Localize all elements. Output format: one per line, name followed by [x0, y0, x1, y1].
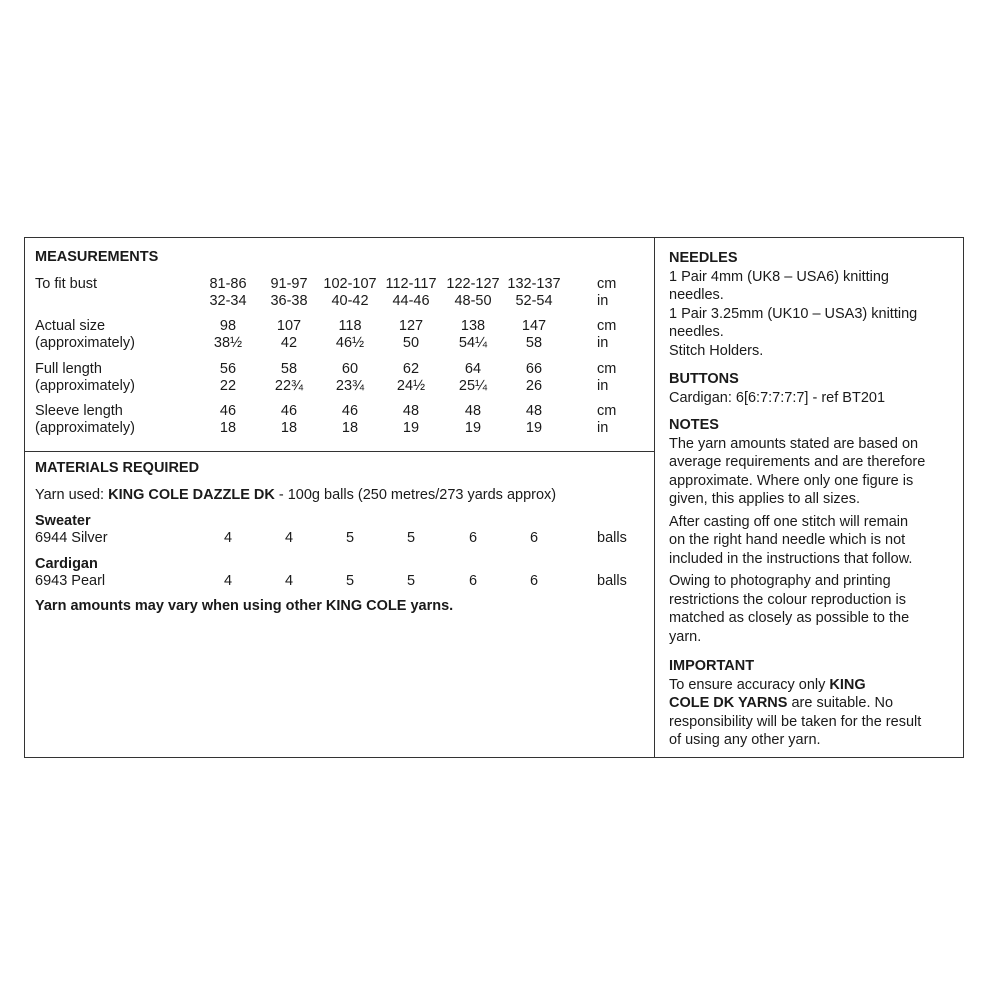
measurement-value-in: 48-50: [454, 293, 492, 309]
notes-heading: NOTES: [669, 417, 719, 433]
notes-line: restrictions the colour reproduction is: [669, 591, 906, 608]
buttons-text: Cardigan: 6[6:7:7:7:7] - ref BT201: [669, 389, 886, 406]
measurement-value-in: 58: [525, 335, 543, 351]
unit-label: in: [597, 378, 609, 394]
measurement-value-in: 25¼: [458, 378, 488, 394]
buttons-section: [669, 370, 961, 407]
unit-label: balls: [597, 573, 627, 589]
column-divider: [654, 237, 655, 758]
ball-quantity: 5: [406, 530, 416, 546]
measurement-value-cm: 122-127: [446, 276, 500, 292]
measurement-value-in: 19: [464, 420, 482, 436]
measurement-value-cm: 118: [338, 318, 362, 334]
unit-label: balls: [597, 530, 627, 546]
measurement-value-cm: 64: [464, 361, 482, 377]
notes-paragraph-3: [669, 572, 961, 646]
ball-quantity: 5: [345, 530, 355, 546]
measurement-value-cm: 56: [219, 361, 237, 377]
yarn-shade: 6944 Silver: [35, 530, 108, 546]
measurement-value-in: 50: [402, 335, 420, 351]
notes-line: average requirements and are therefore: [669, 454, 926, 470]
ball-quantity: 4: [223, 530, 233, 546]
important-line: of using any other yarn.: [669, 732, 821, 748]
notes-section: [669, 416, 961, 646]
important-line: responsibility will be taken for the result: [669, 713, 922, 730]
notes-line: Owing to photography and printing: [669, 573, 891, 589]
yarn-details: - 100g balls (250 metres/273 yards approx): [274, 487, 557, 503]
notes-line: on the right hand needle which is not: [669, 532, 906, 548]
measurement-value-cm: 48: [525, 403, 543, 419]
ball-quantity: 4: [284, 573, 294, 589]
measurement-value-cm: 81-86: [209, 276, 247, 292]
garment-name: Cardigan: [35, 556, 98, 572]
important-yarn-type: COLE DK YARNS: [669, 695, 788, 711]
notes-paragraph-2: [669, 513, 961, 569]
important-brand: KING: [829, 676, 866, 693]
ball-quantity: 6: [468, 530, 478, 546]
ball-quantity: 5: [406, 573, 416, 589]
ball-quantity: 6: [529, 573, 539, 589]
measurement-value-in: 22: [219, 378, 237, 394]
section-divider: [24, 451, 655, 452]
notes-line: The yarn amounts stated are based on: [669, 435, 919, 452]
measurement-value-in: 42: [280, 335, 298, 351]
needles-section: [669, 249, 961, 360]
notes-line: included in the instructions that follow.: [669, 550, 913, 567]
unit-label: cm: [597, 276, 617, 292]
measurement-value-in: 44-46: [392, 293, 430, 309]
measurement-value-cm: 112-117: [385, 276, 437, 292]
unit-label: in: [597, 293, 609, 309]
measurement-value-cm: 48: [464, 403, 482, 419]
measurement-value-cm: 91-97: [270, 276, 308, 292]
measurement-label: Actual size: [35, 318, 106, 334]
unit-label: in: [597, 335, 609, 351]
measurement-value-cm: 66: [525, 361, 543, 377]
ball-quantity: 6: [529, 530, 539, 546]
important-pre: To ensure accuracy only: [669, 676, 830, 693]
notes-line: matched as closely as possible to the: [669, 610, 910, 626]
measurement-value-in: 26: [525, 378, 543, 394]
important-line: [669, 694, 961, 713]
measurement-value-in: 32-34: [209, 293, 247, 309]
unit-label: cm: [597, 318, 617, 334]
needles-heading: NEEDLES: [669, 250, 738, 266]
measurement-value-in: 22¾: [274, 378, 304, 394]
ball-quantity: 4: [223, 573, 233, 589]
unit-label: cm: [597, 361, 617, 377]
measurement-value-cm: 60: [341, 361, 359, 377]
measurement-value-in: 18: [341, 420, 359, 436]
needles-line: needles.: [669, 324, 724, 340]
yarn-used-prefix: Yarn used:: [35, 487, 109, 503]
measurement-value-in: 23¾: [335, 378, 365, 394]
measurement-sublabel: (approximately): [35, 420, 135, 436]
measurement-label: To fit bust: [35, 276, 98, 292]
yarn-used-line: [35, 487, 556, 504]
notes-line: given, this applies to all sizes.: [669, 491, 861, 507]
measurement-value-cm: 102-107: [323, 276, 377, 292]
measurement-value-cm: 107: [276, 318, 302, 334]
measurement-value-cm: 58: [280, 361, 298, 377]
buttons-heading: BUTTONS: [669, 371, 739, 387]
measurement-sublabel: (approximately): [35, 335, 135, 351]
notes-line: yarn.: [669, 628, 702, 645]
measurement-value-in: 38½: [213, 335, 243, 351]
unit-label: in: [597, 420, 609, 436]
measurement-value-cm: 98: [219, 318, 237, 334]
needles-line: 1 Pair 3.25mm (UK10 – USA3) knitting: [669, 305, 918, 322]
measurement-value-in: 54¼: [458, 335, 488, 351]
measurement-value-cm: 46: [341, 403, 359, 419]
unit-label: cm: [597, 403, 617, 419]
measurement-value-in: 46½: [335, 335, 365, 351]
ball-quantity: 4: [284, 530, 294, 546]
measurement-value-cm: 127: [398, 318, 424, 334]
measurement-value-cm: 147: [521, 318, 547, 334]
important-section: [669, 657, 961, 750]
important-line: [669, 676, 961, 695]
ball-quantity: 6: [468, 573, 478, 589]
measurement-value-cm: 132-137: [507, 276, 561, 292]
measurement-value-in: 19: [525, 420, 543, 436]
measurement-value-in: 18: [280, 420, 298, 436]
measurement-value-in: 40-42: [331, 293, 369, 309]
measurement-value-in: 36-38: [270, 293, 308, 309]
yarn-shade: 6943 Pearl: [35, 573, 106, 589]
needles-line: Stitch Holders.: [669, 342, 764, 359]
garment-name: Sweater: [35, 513, 91, 529]
measurement-value-cm: 46: [280, 403, 298, 419]
important-heading: IMPORTANT: [669, 658, 755, 674]
materials-heading: MATERIALS REQUIRED: [35, 460, 200, 476]
measurements-heading: MEASUREMENTS: [35, 249, 159, 265]
notes-line: approximate. Where only one figure is: [669, 472, 914, 489]
notes-line: After casting off one stitch will remain: [669, 513, 909, 530]
measurement-label: Sleeve length: [35, 403, 123, 419]
yarn-footnote: Yarn amounts may vary when using other KING COLE yarns.: [35, 598, 454, 614]
needles-line: needles.: [669, 287, 724, 303]
yarn-name: KING COLE DAZZLE DK: [108, 487, 275, 503]
measurement-value-in: 52-54: [515, 293, 553, 309]
measurement-value-cm: 138: [460, 318, 486, 334]
measurement-label: Full length: [35, 361, 102, 377]
measurement-value-cm: 46: [219, 403, 237, 419]
measurement-value-in: 18: [219, 420, 237, 436]
measurement-value-cm: 48: [402, 403, 420, 419]
needles-line: 1 Pair 4mm (UK8 – USA6) knitting: [669, 268, 889, 285]
notes-paragraph-1: [669, 435, 961, 509]
measurement-value-in: 19: [402, 420, 420, 436]
important-post: are suitable. No: [787, 695, 894, 711]
measurement-sublabel: (approximately): [35, 378, 135, 394]
ball-quantity: 5: [345, 573, 355, 589]
measurement-value-in: 24½: [396, 378, 426, 394]
measurement-value-cm: 62: [402, 361, 420, 377]
